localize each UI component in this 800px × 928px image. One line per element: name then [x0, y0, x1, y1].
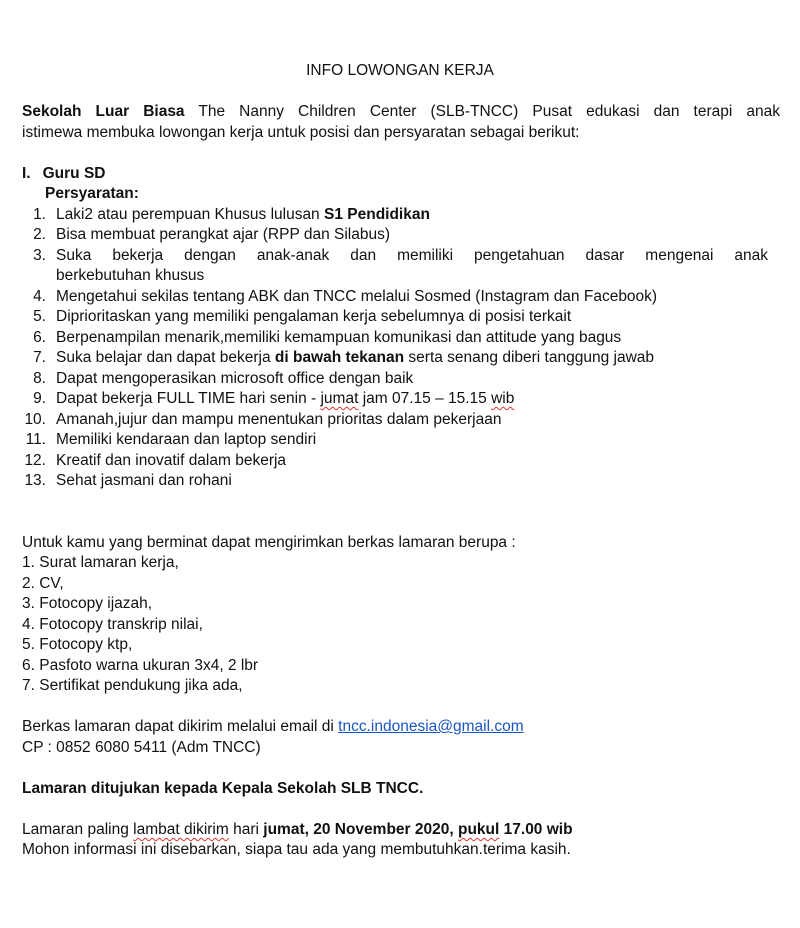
document-item: 2. CV,	[22, 575, 64, 592]
email-link[interactable]: tncc.indonesia@gmail.com	[338, 718, 524, 735]
requirement-item: 8. Dapat mengoperasikan microsoft office dengan baik	[33, 370, 414, 387]
requirements-heading: Persyaratan:	[45, 185, 139, 202]
requirement-item: 6. Berpenampilan menarik,memiliki kemampuan komunikasi dan attitude yang bagus	[33, 329, 622, 346]
requirement-item: 10. Amanah,jujur dan mampu menentukan prioritas dalam pekerjaan	[24, 411, 502, 428]
contact-person: CP : 0852 6080 5411 (Adm TNCC)	[22, 739, 261, 756]
requirement-item: 13. Sehat jasmani dan rohani	[24, 472, 232, 489]
requirement-item: 9. Dapat bekerja FULL TIME hari senin - jumat jam 07.15 – 15.15 wib	[33, 390, 515, 407]
addressee: Lamaran ditujukan kepada Kepala Sekolah SLB TNCC.	[22, 780, 424, 797]
requirement-item: 3. Suka bekerja dengan anak-anak dan memiliki pengetahuan dasar mengenai anak	[33, 247, 768, 264]
deadline-line: Lamaran paling lambat dikirim hari jumat, 20 November 2020, pukul 17.00 wib	[22, 821, 573, 838]
requirement-item: 2. Bisa membuat perangkat ajar (RPP dan Silabus)	[33, 226, 390, 243]
document-item: 6. Pasfoto warna ukuran 3x4, 2 lbr	[22, 657, 259, 674]
document-item: 7. Sertifikat pendukung jika ada,	[22, 677, 243, 694]
requirement-item: 5. Diprioritaskan yang memiliki pengalaman kerja sebelumnya di posisi terkait	[33, 308, 572, 325]
document-item: 4. Fotocopy transkrip nilai,	[22, 616, 203, 633]
closing-line: Mohon informasi ini disebarkan, siapa tau ada yang membutuhkan.terima kasih.	[22, 841, 571, 858]
intro-line-1: Sekolah Luar Biasa The Nanny Children Center (SLB-TNCC) Pusat edukasi dan terapi anak	[22, 103, 781, 120]
requirement-item-continuation: berkebutuhan khusus	[56, 267, 205, 284]
document-item: 5. Fotocopy ktp,	[22, 636, 133, 653]
document-item: 1. Surat lamaran kerja,	[22, 554, 179, 571]
requirement-item: 12. Kreatif dan inovatif dalam bekerja	[24, 452, 287, 469]
document-item: 3. Fotocopy ijazah,	[22, 595, 153, 612]
section-heading: I. Guru SD	[22, 165, 106, 182]
email-line: Berkas lamaran dapat dikirim melalui email di tncc.indonesia@gmail.com	[22, 718, 524, 735]
requirement-item: 1. Laki2 atau perempuan Khusus lulusan S1 Pendidikan	[33, 206, 430, 223]
page-title: INFO LOWONGAN KERJA	[306, 62, 494, 79]
requirement-item: 4. Mengetahui sekilas tentang ABK dan TNCC melalui Sosmed (Instagram dan Facebook)	[33, 288, 658, 305]
requirement-item: 7. Suka belajar dan dapat bekerja di bawah tekanan serta senang diberi tanggung jawab	[33, 349, 654, 366]
requirement-item: 11. Memiliki kendaraan dan laptop sendiri	[25, 431, 317, 448]
intro-line-2: istimewa membuka lowongan kerja untuk posisi dan persyaratan sebagai berikut:	[22, 124, 580, 141]
documents-intro: Untuk kamu yang berminat dapat mengirimkan berkas lamaran berupa :	[22, 534, 516, 551]
